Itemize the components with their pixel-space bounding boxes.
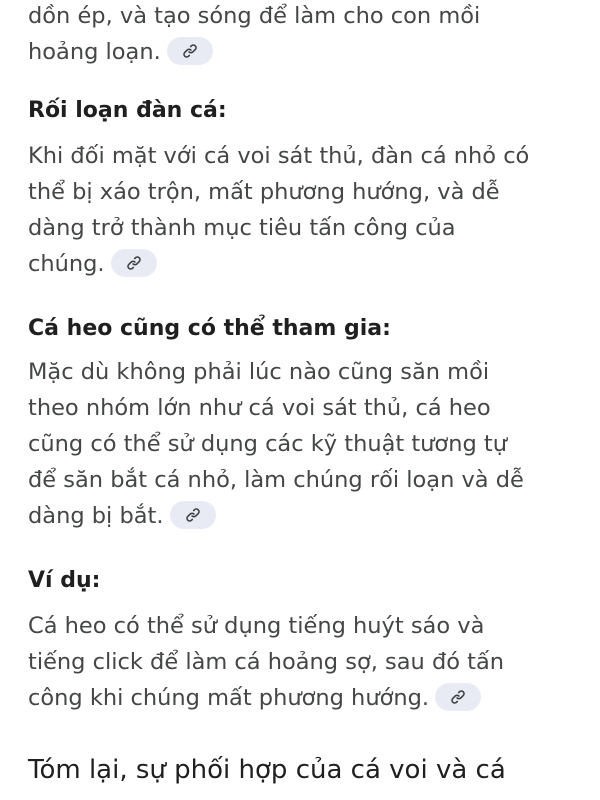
- link-icon: [450, 689, 466, 705]
- paragraph-line: chúng.: [28, 246, 588, 282]
- paragraph-line: dàng trở thành mục tiêu tấn công của: [28, 215, 456, 241]
- link-icon: [182, 43, 198, 59]
- paragraph-line: cũng có thể sử dụng các kỹ thuật tương tự: [28, 431, 507, 457]
- source-link-chip[interactable]: [435, 683, 481, 711]
- paragraph-line: hoảng loạn.: [28, 34, 588, 70]
- paragraph-line: theo nhóm lớn như cá voi sát thủ, cá heo: [28, 395, 491, 421]
- school-disruption-paragraph: [28, 138, 588, 282]
- source-link-chip[interactable]: [170, 501, 216, 529]
- section-heading-example: Ví dụ:: [28, 568, 101, 593]
- paragraph-line: công khi chúng mất phương hướng.: [28, 680, 588, 716]
- paragraph-line: Mặc dù không phải lúc nào cũng săn mồi: [28, 359, 490, 385]
- paragraph-line: thể bị xáo trộn, mất phương hướng, và dễ: [28, 179, 500, 205]
- link-icon: [126, 255, 142, 271]
- example-paragraph: [28, 608, 588, 716]
- paragraph-line: dồn ép, và tạo sóng để làm cho con mồi: [28, 3, 481, 29]
- intro-paragraph: [28, 0, 588, 70]
- paragraph-line: Khi đối mặt với cá voi sát thủ, đàn cá nhỏ có: [28, 143, 530, 169]
- paragraph-line: dàng bị bắt.: [28, 498, 588, 534]
- section-heading-school-disruption: Rối loạn đàn cá:: [28, 98, 227, 123]
- section-heading-dolphins: Cá heo cũng có thể tham gia:: [28, 316, 391, 341]
- paragraph-line: Cá heo có thể sử dụng tiếng huýt sáo và: [28, 613, 485, 639]
- paragraph-line: để săn bắt cá nhỏ, làm chúng rối loạn và dễ: [28, 467, 524, 493]
- link-icon: [185, 507, 201, 523]
- summary-paragraph: [28, 750, 600, 790]
- paragraph-line: Tóm lại, sự phối hợp của cá voi và cá: [28, 755, 506, 785]
- source-link-chip[interactable]: [167, 37, 213, 65]
- paragraph-line: tiếng click để làm cá hoảng sợ, sau đó tấn: [28, 649, 505, 675]
- source-link-chip[interactable]: [111, 249, 157, 277]
- dolphins-paragraph: [28, 354, 588, 534]
